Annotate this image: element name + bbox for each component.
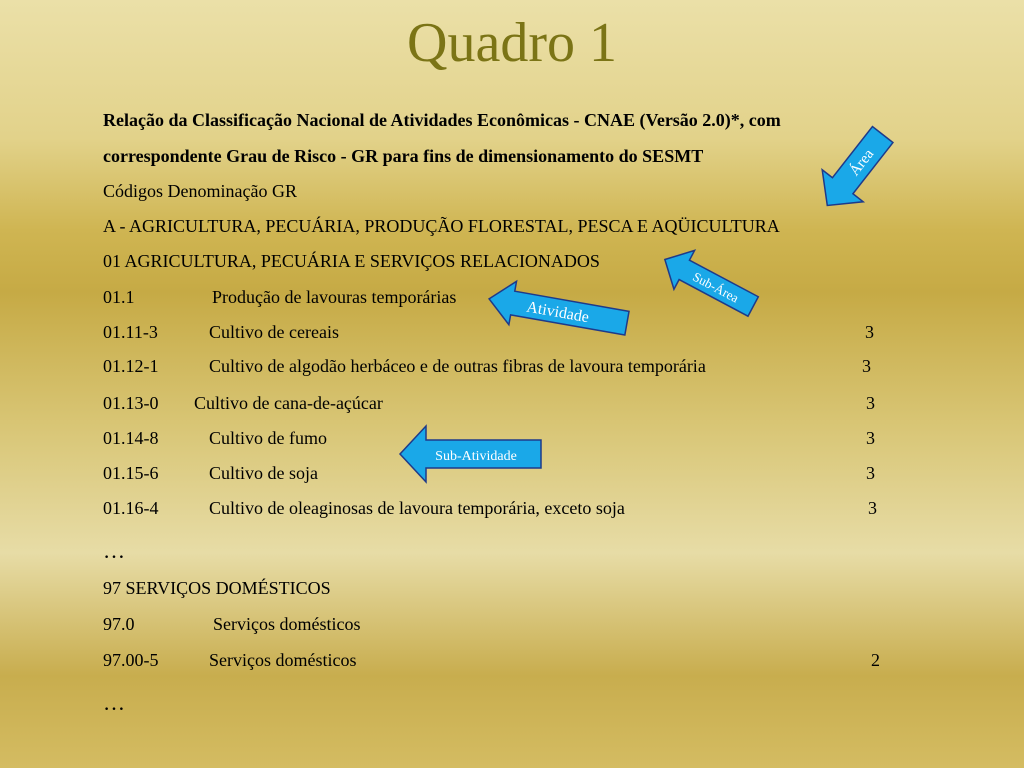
row-gr: 3 — [862, 356, 871, 376]
row-name: Cultivo de algodão herbáceo e de outras fibras de lavoura temporária — [209, 356, 706, 376]
row-gr: 3 — [868, 498, 877, 518]
row-gr: 3 — [866, 428, 875, 448]
row-name: Serviços domésticos — [209, 650, 357, 670]
row-gr: 3 — [866, 463, 875, 483]
ellipsis-2: … — [103, 690, 125, 715]
row-name: Cultivo de cereais — [209, 322, 339, 342]
sub-atividade-label: Sub-Atividade — [435, 449, 517, 464]
group-name: Produção de lavouras temporárias — [212, 287, 457, 307]
columns-header: Códigos Denominação GR — [103, 181, 297, 201]
group-code: 97.0 — [103, 614, 135, 634]
slide-title: Quadro 1 — [407, 12, 617, 74]
area-arrow — [800, 120, 910, 220]
row-code: 01.14-8 — [103, 428, 159, 448]
division-97: 97 SERVIÇOS DOMÉSTICOS — [103, 578, 331, 598]
row-code: 01.15-6 — [103, 463, 159, 483]
row-name: Cultivo de soja — [209, 463, 318, 483]
row-name: Cultivo de fumo — [209, 428, 327, 448]
ellipsis-1: … — [103, 538, 125, 563]
table-heading-line1: Relação da Classificação Nacional de Atividades Econômicas - CNAE (Versão 2.0)*, com — [103, 110, 781, 130]
row-code: 01.11-3 — [103, 322, 158, 342]
division-01: 01 AGRICULTURA, PECUÁRIA E SERVIÇOS RELACIONADOS — [103, 251, 600, 271]
atividade-arrow — [482, 278, 634, 344]
row-name: Cultivo de oleaginosas de lavoura temporária, exceto soja — [209, 498, 625, 518]
row-code: 01.16-4 — [103, 498, 159, 518]
section-a: A - AGRICULTURA, PECUÁRIA, PRODUÇÃO FLORESTAL, PESCA E AQÜICULTURA — [103, 216, 780, 236]
row-name: Cultivo de cana-de-açúcar — [194, 393, 383, 413]
row-gr: 3 — [865, 322, 874, 342]
atividade-label: Atividade — [525, 298, 591, 327]
row-gr: 2 — [871, 650, 880, 670]
row-code: 01.12-1 — [103, 356, 159, 376]
group-name: Serviços domésticos — [213, 614, 361, 634]
sub-area-label: Sub-Área — [690, 268, 742, 306]
sub-atividade-arrow — [398, 422, 544, 486]
group-code: 01.1 — [103, 287, 135, 307]
sub-area-arrow — [648, 240, 770, 326]
area-label: Área — [846, 146, 878, 180]
table-heading-line2: correspondente Grau de Risco - GR para fins de dimensionamento do SESMT — [103, 146, 704, 166]
row-code: 01.13-0 — [103, 393, 159, 413]
row-code: 97.00-5 — [103, 650, 159, 670]
row-gr: 3 — [866, 393, 875, 413]
